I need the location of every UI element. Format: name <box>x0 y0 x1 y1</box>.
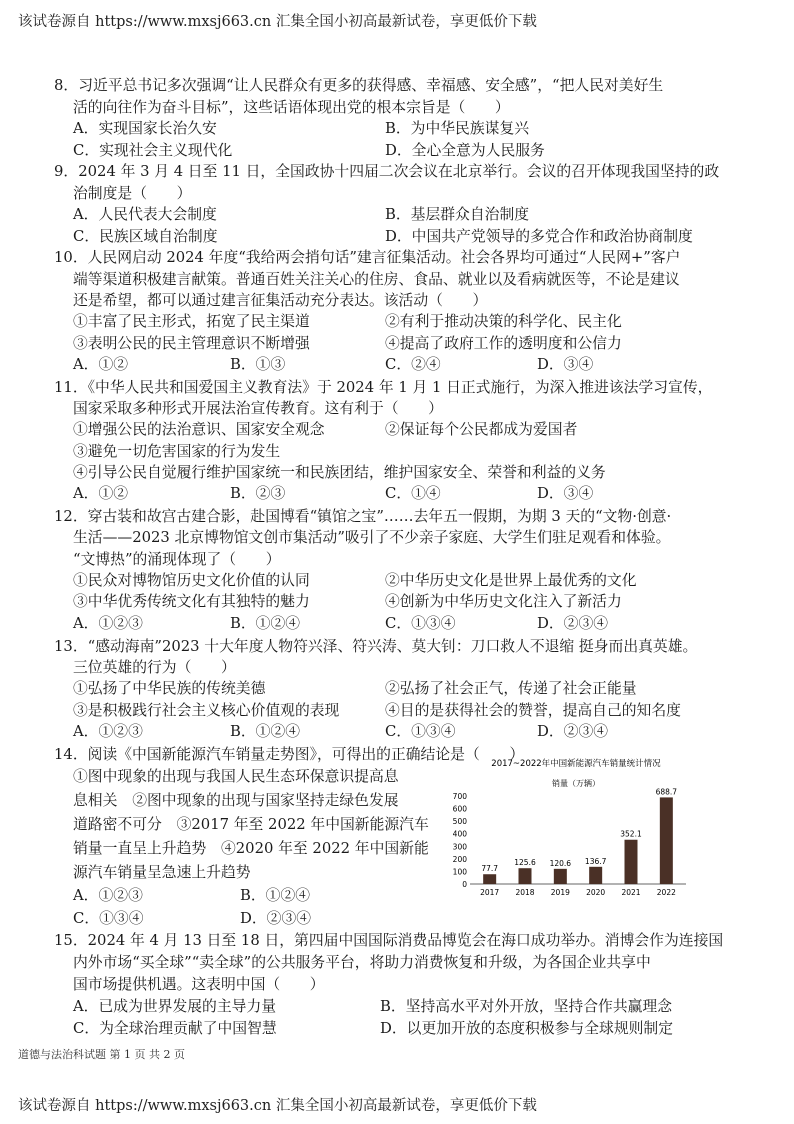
q10-stem-3: 还是希望，都可以通过建言征集活动充分表达。该活动（ ） <box>73 292 488 309</box>
q9-stem-2: 治制度是（ ） <box>73 185 192 202</box>
q13-statement-3: ③是积极践行社会主义核心价值观的表现 <box>73 702 340 719</box>
chart-value-label: 77.7 <box>481 864 499 874</box>
q14-option-a: A．①②③ <box>73 887 143 904</box>
q11-option-b: B．②③ <box>230 485 286 502</box>
q15-option-a: A．已成为世界发展的主导力量 <box>73 998 277 1015</box>
chart-value-label: 125.6 <box>514 858 536 868</box>
q12-statement-3: ③中华优秀传统文化有其独特的魅力 <box>73 593 310 610</box>
chart-ytick-label: 300 <box>452 842 467 852</box>
chart-title: 2017~2022年中国新能源汽车销量统计情况 <box>491 759 661 769</box>
q10-statement-1: ①丰富了民主形式，拓宽了民主渠道 <box>73 313 310 330</box>
q14-option-c: C．①③④ <box>73 910 144 927</box>
chart-category-label: 2022 <box>656 888 676 897</box>
chart-bar-2019 <box>554 869 567 884</box>
chart-bar-2021 <box>625 840 638 884</box>
q8-option-a: A．实现国家长治久安 <box>73 120 217 137</box>
chart-value-label: 688.7 <box>655 787 678 797</box>
chart-ytick-label: 700 <box>452 792 467 801</box>
q10-option-c: C．②④ <box>385 356 441 373</box>
q9-option-a: A．人民代表大会制度 <box>73 206 217 223</box>
chart-category-label: 2018 <box>515 888 535 897</box>
q8-stem-2: 活的向往作为奋斗目标”，这些话语体现出党的根本宗旨是（ ） <box>73 99 510 116</box>
chart-ytick-label: 600 <box>452 804 467 814</box>
chart-ylabel: 销量（万辆） <box>552 779 600 788</box>
q13-stem-2: 三位英雄的行为（ ） <box>73 659 236 676</box>
q11-statement-4: ④引导公民自觉履行维护国家统一和民族团结，维护国家安全、荣誉和利益的义务 <box>73 464 606 481</box>
chart-ytick-label: 500 <box>452 817 467 827</box>
q15-stem-2: 内外市场“买全球”“卖全球”的公共服务平台，将助力消费恢复和升级，为各国企业共享中 <box>73 954 651 971</box>
q14-option-b: B．①②④ <box>240 887 311 904</box>
q10-option-a: A．①② <box>73 356 129 373</box>
q9-option-c: C．民族区域自治制度 <box>73 228 218 245</box>
q10-statement-3: ③表明公民的民主管理意识不断增强 <box>73 335 310 352</box>
chart-ytick-label: 200 <box>452 854 467 864</box>
q10-statement-2: ②有利于推动决策的科学化、民主化 <box>385 313 622 330</box>
q11-option-d: D．③④ <box>537 485 594 502</box>
q13-option-c: C．①③④ <box>385 723 456 740</box>
q10-option-d: D．③④ <box>537 356 594 373</box>
q9-stem-1: 9．2024 年 3 月 4 日至 11 日，全国政协十四届二次会议在北京举行。会议的召开体现我国坚持的政 <box>54 163 720 180</box>
q14-text-1: ①图中现象的出现与我国人民生态环保意识提高息 <box>73 768 399 785</box>
q10-stem-1: 10．人民网启动 2024 年度“我给两会捎句话”建言征集活动。社会各界均可通过“人民网+”客户 <box>54 249 681 266</box>
q15-option-d: D．以更加开放的态度积极参与全球规则制定 <box>380 1020 674 1037</box>
q14-text-2: 息相关 ②图中现象的出现与国家坚持走绿色发展 <box>73 792 399 809</box>
q12-stem-1: 12．穿古装和故宫古建合影，赴国博看“镇馆之宝”……去年五一假期，为期 3 天的“文物·创意· <box>54 508 672 525</box>
q12-statement-2: ②中华历史文化是世界上最优秀的文化 <box>385 572 637 589</box>
q9-option-d: D．中国共产党领导的多党合作和政治协商制度 <box>385 228 693 245</box>
q15-stem-3: 国市场提供机遇。这表明中国（ ） <box>73 976 325 993</box>
q12-option-a: A．①②③ <box>73 615 143 632</box>
chart-ytick-label: 0 <box>462 880 467 889</box>
q9-option-b: B．基层群众自治制度 <box>385 206 530 223</box>
q12-stem-2: 生活——2023 北京博物馆文创市集活动”吸引了不少亲子家庭、大学生们驻足观看和体验。 <box>73 529 671 546</box>
q12-option-c: C．①③④ <box>385 615 456 632</box>
chart-ytick-label: 400 <box>452 829 467 839</box>
q11-option-c: C．①④ <box>385 485 441 502</box>
q12-stem-3: “文博热”的涌现体现了（ ） <box>73 551 281 568</box>
source-banner-bottom[interactable]: 该试卷源自 https://www.mxsj663.cn 汇集全国小初高最新试卷，享更低价下载 <box>18 1098 537 1114</box>
q14-stem-1: 14．阅读《中国新能源汽车销量走势图》，可得出的正确结论是（ ） <box>54 746 525 763</box>
q8-option-c: C．实现社会主义现代化 <box>73 142 233 159</box>
q12-option-b: B．①②④ <box>230 615 301 632</box>
q13-stem-1: 13．“感动海南”2023 十大年度人物符兴泽、符兴涛、莫大钊：刀口救人不退缩 挺身而出真英雄。 <box>54 638 698 655</box>
chart-bar-2022 <box>660 797 673 884</box>
q13-option-a: A．①②③ <box>73 723 143 740</box>
ev-sales-chart <box>448 752 688 904</box>
q11-statement-2: ②保证每个公民都成为爱国者 <box>385 421 578 438</box>
q14-text-5: 源汽车销量呈急速上升趋势 <box>73 864 251 881</box>
q12-statement-4: ④创新为中华历史文化注入了新活力 <box>385 593 622 610</box>
q11-stem-1: 11．《中华人民共和国爱国主义教育法》于 2024 年 1 月 1 日正式施行，为深入推进该法学习宣传， <box>54 379 713 396</box>
source-banner-top[interactable]: 该试卷源自 https://www.mxsj663.cn 汇集全国小初高最新试卷，享更低价下载 <box>18 14 537 30</box>
chart-value-label: 120.6 <box>549 858 572 868</box>
q11-statement-1: ①增强公民的法治意识、国家安全观念 <box>73 421 325 438</box>
q12-option-d: D．②③④ <box>537 615 609 632</box>
q11-option-a: A．①② <box>73 485 129 502</box>
q13-option-d: D．②③④ <box>537 723 609 740</box>
q10-option-b: B．①③ <box>230 356 286 373</box>
q14-option-d: D．②③④ <box>240 910 312 927</box>
chart-value-label: 352.1 <box>620 829 642 839</box>
q13-statement-2: ②弘扬了社会正气，传递了社会正能量 <box>385 680 637 697</box>
page-footer: 道德与法治科试题 第 1 页 共 2 页 <box>18 1048 185 1061</box>
q15-option-c: C．为全球治理贡献了中国智慧 <box>73 1020 277 1037</box>
chart-category-label: 2019 <box>550 888 570 897</box>
q11-stem-2: 国家采取多种形式开展法治宣传教育。这有利于（ ） <box>73 400 443 417</box>
q8-option-d: D．全心全意为人民服务 <box>385 142 545 159</box>
q8-stem-1: 8．习近平总书记多次强调“让人民群众有更多的获得感、幸福感、安全感”，“把人民对美好生 <box>54 77 664 94</box>
q13-statement-1: ①弘扬了中华民族的传统美德 <box>73 680 266 697</box>
chart-bar-2017 <box>483 874 496 884</box>
q10-stem-2: 端等渠道积极建言献策。普通百姓关注关心的住房、食品、就业以及看病就医等，不论是建议 <box>73 271 680 288</box>
q8-option-b: B．为中华民族谋复兴 <box>385 120 530 137</box>
chart-category-label: 2021 <box>621 888 641 897</box>
q12-statement-1: ①民众对博物馆历史文化价值的认同 <box>73 572 310 589</box>
chart-ytick-label: 100 <box>452 867 467 877</box>
chart-bar-2020 <box>589 867 602 884</box>
q14-text-3: 道路密不可分 ③2017 年至 2022 年中国新能源汽车 <box>73 816 429 833</box>
q14-text-4: 销量一直呈上升趋势 ④2020 年至 2022 年中国新能 <box>73 840 429 857</box>
chart-category-label: 2020 <box>586 888 606 897</box>
chart-bar-2018 <box>519 868 532 884</box>
q15-option-b: B．坚持高水平对外开放，坚持合作共赢理念 <box>380 998 673 1015</box>
chart-value-label: 136.7 <box>584 856 607 866</box>
q11-statement-3: ③避免一切危害国家的行为发生 <box>73 443 281 460</box>
chart-category-label: 2017 <box>480 888 500 897</box>
q15-stem-1: 15．2024 年 4 月 13 日至 18 日，第四届中国国际消费品博览会在海口成功举办。消博会作为连接国 <box>54 932 724 949</box>
q13-statement-4: ④目的是获得社会的赞誉，提高自己的知名度 <box>385 702 681 719</box>
q13-option-b: B．①②④ <box>230 723 301 740</box>
q10-statement-4: ④提高了政府工作的透明度和公信力 <box>385 335 622 352</box>
